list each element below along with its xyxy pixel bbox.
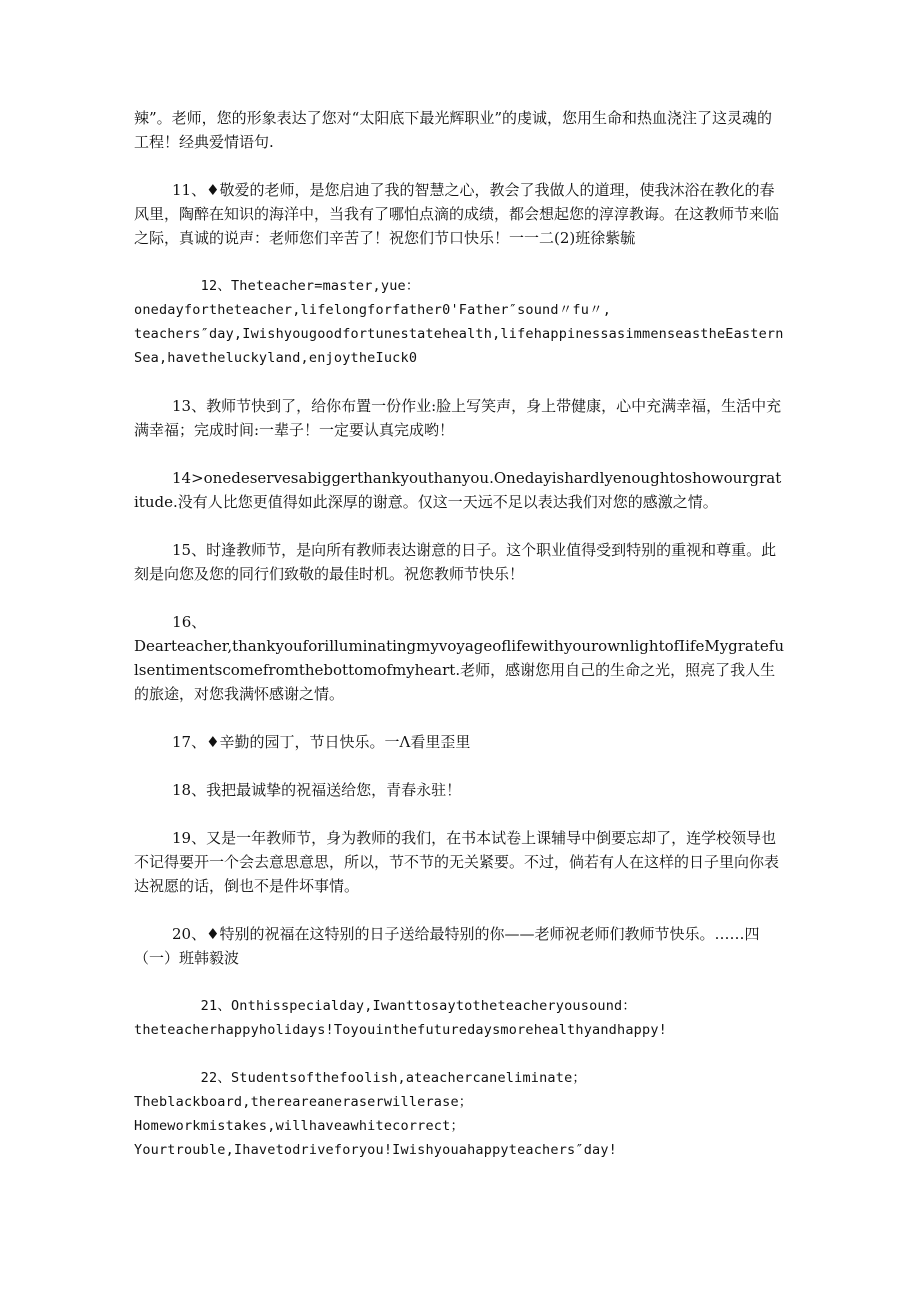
- paragraph-22: [134, 1066, 784, 1162]
- text-line: 13、教师节快到了，给你布置一份作业:脸上写笑声，身上带健康，心中充满幸福，生活中充满幸福；完成时间:一辈子！一定要认真完成哟！: [134, 397, 782, 439]
- paragraph-14: [134, 466, 784, 514]
- paragraph-21: [134, 994, 784, 1042]
- paragraph-intro: [134, 106, 784, 154]
- text-line: Dearteacher,thankyouforilluminatingmyvoyageoflifewithyourownlightofIifeMygratefulsentimentscomefromthebottomofmyheart.老师，感谢您用自己的生命之光，照亮了我人生的旅途，对您我满怀感谢之情。: [134, 637, 784, 703]
- text-line: 12、Theteacher=master,yue：: [134, 278, 420, 294]
- text-line: 22、Studentsofthefoolish,ateachercaneliminate；: [134, 1070, 587, 1086]
- paragraph-12: [134, 274, 784, 370]
- text-line: 15、时逢教师节，是向所有教师表达谢意的日子。这个职业值得受到特别的重视和尊重。此刻是向您及您的同行们致敬的最佳时机。祝您教师节快乐！: [134, 541, 777, 583]
- text-line: 19、又是一年教师节，身为教师的我们，在书本试卷上课辅导中倒要忘却了，连学校领导也不记得要开一个会去意思意思，所以，节不节的无关紧要。不过，倘若有人在这样的日子里向你表达祝愿的话，倒也不是件坏事情。: [134, 829, 780, 895]
- text-line: Homeworkmistakes,willhaveawhitecorrect；: [134, 1118, 465, 1134]
- text-line: 14>onedeservesabiggerthankyouthanyou.Onedayishardlyenoughtoshowourgratitude.没有人比您更值得如此深厚的谢意。仅这一天远不足以表达我们对您的感激之情。: [134, 469, 782, 511]
- paragraph-18: [134, 778, 784, 802]
- text-line: 20、♦特别的祝福在这特别的日子送给最特别的你——老师祝老师们教师节快乐。……四（一）班韩毅波: [134, 925, 760, 967]
- text-line: 11、♦敬爱的老师，是您启迪了我的智慧之心，教会了我做人的道理，使我沐浴在教化的春风里，陶醉在知识的海洋中，当我有了哪怕点滴的成绩，都会想起您的淳淳教诲。在这教师节来临之际，真诚的说声：老师您们辛苦了！祝您们节口快乐！一一二(2)班徐紫毓: [134, 181, 780, 247]
- paragraph-17: [134, 730, 784, 754]
- text-line: onedayfortheteacher,lifelongforfather0'Father″sound〃fu〃,: [134, 302, 612, 318]
- text-line: 辣”。老师，您的形象表达了您对“太阳底下最光辉职业”的虔诚，您用生命和热血浇注了这灵魂的工程！经典爱情语句.: [134, 109, 773, 151]
- text-line: Theblackboard,thereareaneraserwillerase；: [134, 1094, 473, 1110]
- text-line: teachers″day,Iwishyougoodfortunestatehealth,lifehappinessasimmenseastheEasternSea,havetheluckyland,enjoytheIuck0: [134, 326, 784, 366]
- text-line: theteacherhappyholidays!Toyouinthefuturedaysmorehealthyandhappy!: [134, 1022, 667, 1038]
- paragraph-15: [134, 538, 784, 586]
- text-line: 21、Onthisspecialday,Iwanttosaytotheteacheryousound：: [134, 998, 637, 1014]
- paragraph-11: [134, 178, 784, 250]
- paragraph-19: [134, 826, 784, 898]
- text-line: 17、♦辛勤的园丁，节日快乐。一Λ看里歪里: [172, 733, 471, 751]
- paragraph-20: [134, 922, 784, 970]
- document-page: [134, 106, 784, 1186]
- text-line: 18、我把最诚挚的祝福送给您，青春永驻！: [172, 781, 462, 799]
- text-line: 16、: [134, 613, 207, 631]
- paragraph-16: [134, 610, 784, 706]
- paragraph-13: [134, 394, 784, 442]
- text-line: Yourtrouble,Ihavetodriveforyou!Iwishyouahappyteachers″day!: [134, 1142, 618, 1158]
